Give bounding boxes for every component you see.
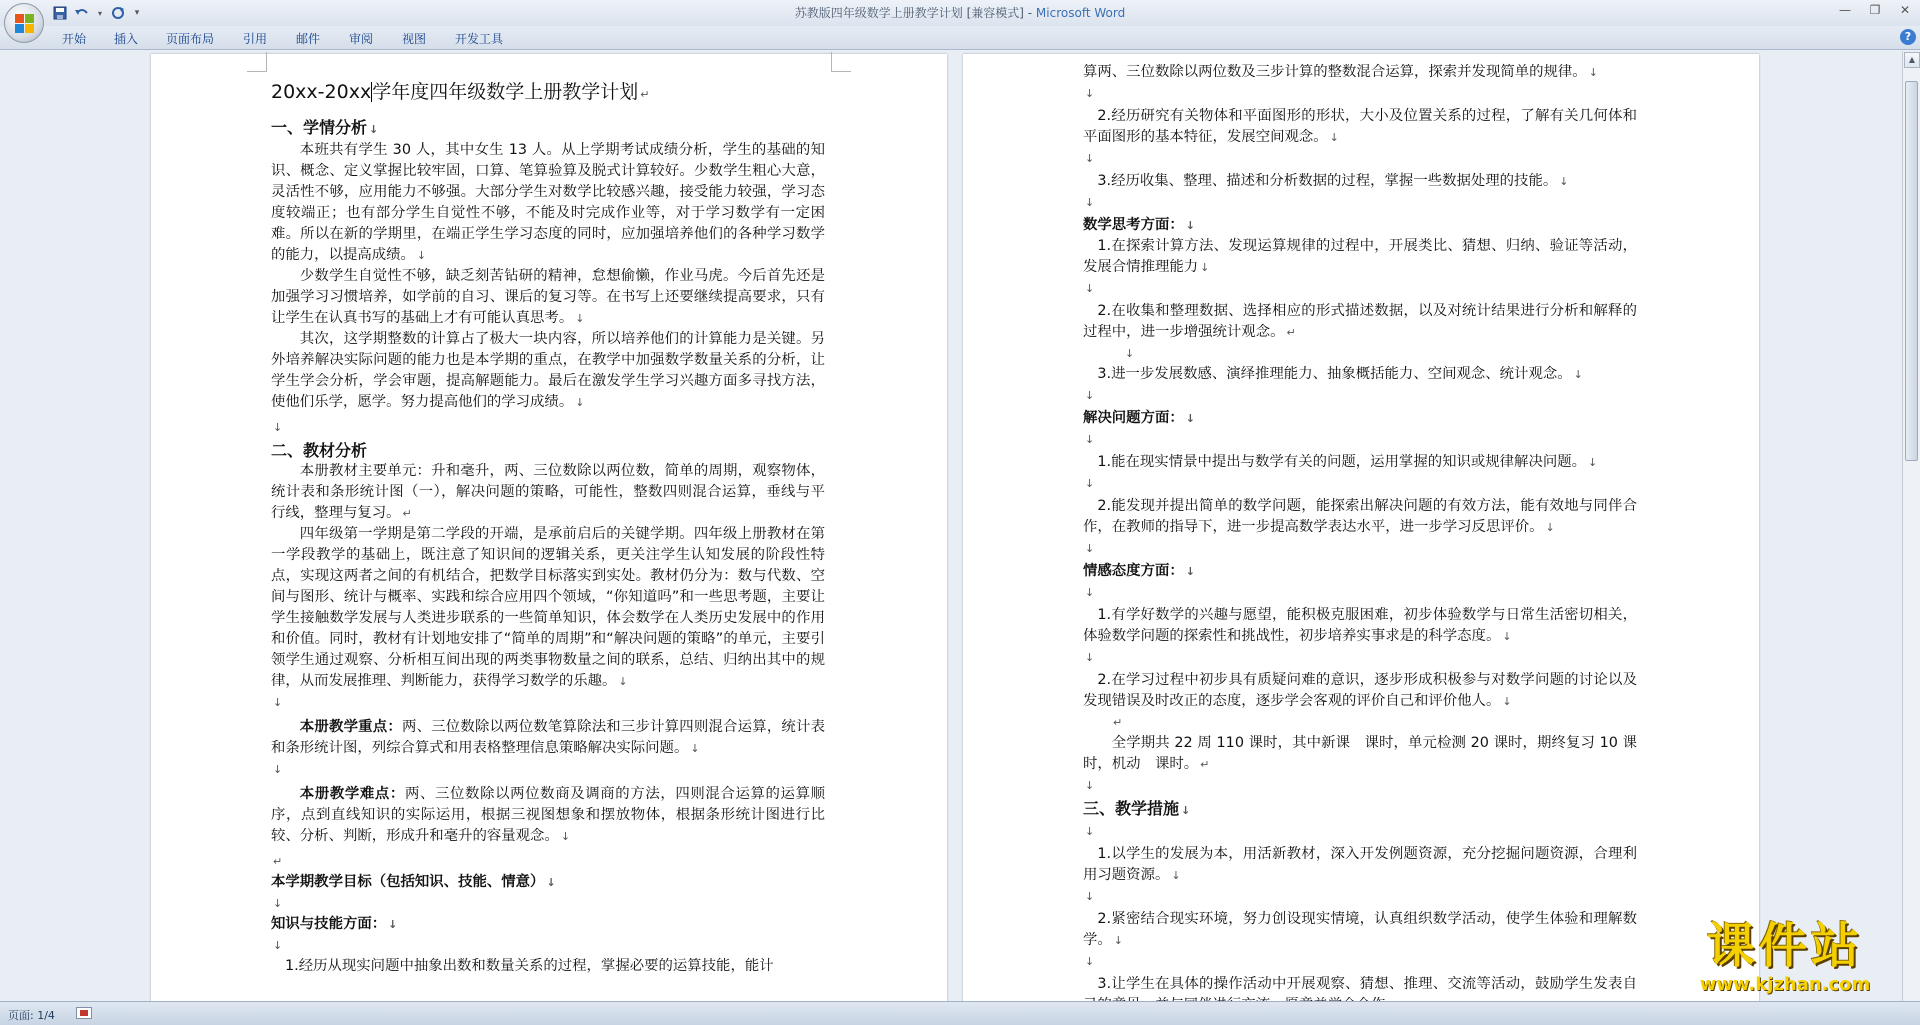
heading-teaching-measures [1083, 798, 1637, 821]
watermark [1650, 918, 1920, 1002]
paragraph [1083, 364, 1637, 385]
text-run: 其次，这学期整数的计算占了极大一块内容，所以培养他们的计算能力是关键。另外培养解决实际问题的能力也是本学期的重点，在教学中加强数学数量关系的分析，让学生学会分析，学会审题，提高解题能力。最后在激发学生学习兴趣方面多寻找方法，使他们乐学，愿学。努力提高他们的学习成绩。 [271, 331, 825, 410]
paragraph-mark: ↓ [1085, 389, 1095, 402]
empty-paragraph [271, 893, 825, 914]
empty-paragraph [1083, 343, 1637, 364]
paragraph [1083, 106, 1637, 148]
tab-mailings[interactable]: 邮件 [296, 32, 321, 46]
page-2[interactable] [963, 54, 1759, 1014]
office-button[interactable] [4, 3, 44, 43]
paragraph [271, 524, 825, 692]
text-run: 本册教学难点： [299, 786, 405, 802]
empty-paragraph [271, 759, 825, 780]
paragraph-mark: ↓ [1185, 412, 1195, 425]
tab-review[interactable]: 审阅 [349, 32, 374, 46]
text-run: 二、教材分析 [271, 441, 368, 460]
paragraph-mark: ↓ [1185, 219, 1195, 232]
scroll-up-icon[interactable]: ▲ [1904, 52, 1920, 68]
heading-textbook-analysis [271, 440, 825, 461]
office-logo-icon [15, 14, 35, 34]
text-run: 四年级第一学期是第二学段的开端，是承前启后的关键学期。四年级上册教材在第一学段教学的基础上，既注意了知识间的逻辑关系，更关注学生认知发展的阶段性特点，实现这两者之间的有机结合，把数学目标落实到实处。教材仍分为：数与代数、空间与图形、统计与概率、实践和综合应用四个领域，“你知道吗”和一些思考题，主要让学生接触数学发展与人类进步联系的一些简单知识，体会数学在人类历史发展中的作用和价值。同时，教材有计划地安排了“简单的周期”和“解决问题的策略”的单元，主要引领学生通过观察、分析相互间出现的两类事物数量之间的联系，总结、归纳出其中的规律，从而发展推理、判断能力，获得学习数学的乐趣。 [271, 526, 825, 689]
empty-paragraph [1083, 647, 1637, 668]
paragraph-mark: ↓ [1588, 456, 1598, 469]
paragraph-mark: ↓ [273, 939, 283, 952]
text-run: 本学期教学目标（包括知识、技能、情意） [271, 874, 545, 890]
minimize-icon[interactable]: — [1839, 3, 1851, 17]
crop-mark [247, 52, 267, 72]
paragraph [1083, 844, 1637, 886]
help-icon[interactable]: ? [1900, 29, 1916, 45]
paragraph-mark: ↓ [1085, 433, 1095, 446]
text-run: 本册教学重点： [299, 719, 402, 735]
heading-knowledge-skills [271, 914, 825, 935]
paragraph [1083, 236, 1637, 278]
paragraph-mark: ↓ [1085, 477, 1095, 490]
empty-paragraph [1083, 148, 1637, 169]
text-run: 本册教材主要单元：升和毫升，两、三位数除以两位数，简单的周期，观察物体，统计表和条形统计图（一），解决问题的策略，可能性，整数四则混合运算，垂线与平行线，整理与复习。 [271, 463, 825, 521]
watermark-url: www.kjzhan.com [1699, 974, 1871, 995]
empty-paragraph [1083, 886, 1637, 907]
text-run: 知识与技能方面： [271, 916, 387, 932]
paragraph-mark: ↵ [273, 855, 283, 868]
tab-insert[interactable]: 插入 [114, 32, 139, 46]
empty-paragraph [271, 692, 825, 713]
heading-learning-analysis [271, 117, 825, 140]
window-controls [1830, 0, 1920, 20]
paragraph [271, 329, 825, 413]
tab-home[interactable]: 开始 [62, 32, 87, 46]
language-icon[interactable] [76, 1007, 92, 1019]
title-year: 20xx-20xx [271, 81, 372, 103]
paragraph-mark: ↓ [560, 830, 571, 843]
paragraph-mark: ↓ [1085, 152, 1095, 165]
text-run: 两、三位数除以两位数商及调商的方法，四则混合运算的运算顺序，点到直线知识的实际运用，根据三视图想象和摆放物体，根据条形统计图进行比较、分析、判断，形成升和毫升的容量观念。 [271, 786, 825, 844]
vertical-scrollbar[interactable] [1902, 51, 1920, 1001]
text-run: 2.在收集和整理数据、选择相应的形式描述数据，以及对统计结果进行分析和解释的过程中，进一步增强统计观念。 [1083, 303, 1637, 340]
paragraph-mark: ↓ [273, 421, 283, 434]
crop-mark [831, 52, 851, 72]
paragraph-mark: ↓ [575, 312, 585, 325]
text-run: 三、教学措施 [1083, 799, 1180, 818]
paragraph-mark: ↓ [1113, 934, 1124, 947]
paragraph [1083, 301, 1637, 343]
paragraph-mark: ↓ [273, 763, 283, 776]
paragraph-mark: ↓ [1588, 66, 1598, 79]
page2-body [1083, 62, 1637, 1016]
text-run: 3.进一步发展数感、演绎推理能力、抽象概括能力、空间观念、统计观念。 [1097, 366, 1572, 382]
paragraph-mark: ↓ [388, 918, 398, 931]
paragraph-mark: ↓ [1085, 586, 1095, 599]
text-run: 本班共有学生 30 人，其中女生 13 人。从上学期考试成绩分析，学生的基础的知识、概念、定义掌握比较牢固，口算、笔算验算及脱式计算较好。少数学生粗心大意，灵活性不够，应用能力不够强。大部分学生对数学比较感兴趣，接受能力较强，学习态度较端正；也有部分学生自觉性不够，不能及时完成作业等，对于学习数学有一定困难。所以在新的学期里，在端正学生学习态度的同时，应加强培养他们的各种学习数学的能力，以提高成绩。 [271, 142, 825, 263]
paragraph-mark: ↓ [1085, 651, 1095, 664]
paragraph-mark: ↓ [1185, 565, 1195, 578]
text-run: 情感态度方面： [1083, 563, 1184, 579]
undo-dropdown-icon[interactable]: ▾ [97, 8, 102, 18]
paragraph-mark: ↓ [1181, 804, 1191, 817]
watermark-name: 课件站 [1706, 918, 1863, 974]
paragraph-mark: ↵ [1113, 716, 1123, 729]
paragraph [1083, 496, 1637, 538]
paragraph-mark: ↓ [273, 897, 283, 910]
empty-paragraph [1083, 582, 1637, 603]
paragraph-mark: ↓ [1085, 196, 1095, 209]
document-area[interactable] [0, 51, 1902, 1001]
text-run: 3.让学生在具体的操作活动中开展观察、猜想、推理、交流等活动，鼓励学生发表自 [1097, 976, 1637, 992]
heading-problem-solving [1083, 408, 1637, 429]
empty-paragraph [1083, 473, 1637, 494]
paragraph [1083, 670, 1637, 712]
empty-paragraph [1083, 385, 1637, 406]
paragraph-mark: ↓ [1329, 131, 1339, 144]
paragraph-mark: ↓ [1502, 630, 1512, 643]
paragraph [271, 784, 825, 847]
page-count[interactable]: 页面: 1/4 [8, 1009, 55, 1022]
ribbon-tabs [0, 26, 1920, 50]
empty-paragraph [1083, 192, 1637, 213]
paragraph-mark: ↓ [1200, 261, 1210, 274]
heading-emotion-attitude [1083, 561, 1637, 582]
text-run: 数学思考方面： [1083, 217, 1184, 233]
empty-paragraph [271, 417, 825, 438]
page-1[interactable] [151, 54, 947, 1014]
text-run: 1.能在现实情景中提出与数学有关的问题，运用掌握的知识或规律解决问题。 [1097, 454, 1587, 470]
scroll-thumb[interactable] [1905, 81, 1918, 461]
tab-view[interactable]: 视图 [402, 32, 427, 46]
paragraph-mark: ↓ [1085, 87, 1095, 100]
paragraph-mark: ↵ [402, 507, 412, 520]
text-run: 少数学生自觉性不够，缺乏刻苦钻研的精神，怠想偷懒，作业马虎。今后首先还是加强学习习惯培养，如学前的自习、课后的复习等。在书写上还要继续提高要求，只有让学生在认真书写的基础上才有可能认真思考。 [271, 268, 825, 326]
empty-paragraph [1083, 951, 1637, 972]
paragraph-mark: ↓ [1085, 890, 1095, 903]
paragraph-mark: ↓ [1085, 825, 1095, 838]
page1-body [271, 117, 825, 977]
paragraph [1083, 62, 1637, 83]
heading-semester-goals [271, 872, 825, 893]
text-run: 2.在学习过程中初步具有质疑问难的意识，逐步形成积极参与对数学问题的讨论以及发现错误及时改正的态度，逐步学会客观的评价自己和评价他人。 [1083, 672, 1637, 709]
text-run: 算两、三位数除以两位数及三步计算的整数混合运算，探索并发现简单的规律。 [1083, 64, 1587, 80]
text-run: 2.经历研究有关物体和平面图形的形状，大小及位置关系的过程，了解有关几何体和平面图形的基本特征，发展空间观念。 [1083, 108, 1637, 145]
paragraph-mark: ↓ [416, 249, 427, 262]
empty-paragraph [271, 851, 825, 872]
paragraph [1083, 909, 1637, 951]
paragraph-mark: ↓ [273, 696, 283, 709]
heading-math-thinking [1083, 215, 1637, 236]
text-run: 全学期共 22 周 110 课时，其中新课 课时，单元检测 20 课时，期终复习 10 课时，机动 课时。 [1083, 735, 1637, 772]
paragraph-mark: ↓ [546, 876, 556, 889]
paragraph-mark: ↵ [1286, 326, 1296, 339]
paragraph [271, 140, 825, 266]
window-title [0, 4, 1920, 21]
paragraph-mark: ↓ [575, 396, 585, 409]
tab-references[interactable]: 引用 [243, 32, 268, 46]
paragraph-mark: ↓ [1085, 282, 1095, 295]
title-bar [0, 0, 1920, 26]
text-run: 2.能发现并提出简单的数学问题，能探索出解决问题的有效方法，能有效地与同伴合作，在教师的指导下，进一步提高数学表达水平，进一步学习反思评价。 [1083, 498, 1637, 535]
text-run: 1.以学生的发展为本，用活新教材，深入开发例题资源，充分挖掘问题资源，合理利用习题资源。 [1083, 846, 1637, 883]
title-text: 学年度四年级数学上册教学计划 [372, 81, 639, 103]
empty-paragraph [1083, 712, 1637, 733]
document-name: 苏教版四年级数学上册教学计划 [兼容模式] - [794, 6, 1036, 20]
customize-toolbar-icon[interactable]: ▾ [134, 8, 140, 18]
empty-paragraph [1083, 83, 1637, 104]
paragraph-mark: ↓ [1171, 869, 1181, 882]
tab-page-layout[interactable]: 页面布局 [166, 32, 215, 46]
text-run: 解决问题方面： [1083, 410, 1184, 426]
app-name: Microsoft Word [1035, 6, 1126, 20]
paragraph-mark: ↓ [1125, 347, 1135, 360]
paragraph [1083, 452, 1637, 473]
empty-paragraph [271, 935, 825, 956]
paragraph-mark: ↓ [1085, 542, 1095, 555]
text-run: 3.经历收集、整理、描述和分析数据的过程，掌握一些数据处理的技能。 [1097, 173, 1558, 189]
text-run: 1.有学好数学的兴趣与愿望，能积极克服困难，初步体验数学与日常生活密切相关，体验数学问题的探索性和挑战性，初步培养实事求是的科学态度。 [1083, 607, 1637, 644]
text-run: 一、学情分析 [271, 118, 368, 137]
paragraph-mark: ↓ [1545, 521, 1555, 534]
text-run: 两、三位数除以两位数笔算除法和三步计算四则混合运算，统计表和条形统计图，列综合算式和用表格整理信息策略解决实际问题。 [271, 719, 825, 756]
paragraph-mark: ↓ [1559, 175, 1569, 188]
text-run: 2.紧密结合现实环境，努力创设现实情境，认真组织数学活动，使学生体验和理解数学。 [1083, 911, 1637, 948]
tab-developer[interactable]: 开发工具 [455, 32, 504, 46]
close-icon[interactable]: ✕ [1899, 3, 1911, 17]
empty-paragraph [1083, 775, 1637, 796]
empty-paragraph [1083, 278, 1637, 299]
maximize-icon[interactable]: ❐ [1869, 3, 1881, 17]
status-bar [0, 1001, 1920, 1025]
paragraph-mark: ↓ [690, 742, 700, 755]
text-run: 1.经历从现实问题中抽象出数和数量关系的过程，掌握必要的运算技能，能计 [285, 958, 774, 974]
paragraph-mark: ↵ [640, 88, 650, 101]
document-title [271, 82, 825, 105]
empty-paragraph [1083, 538, 1637, 559]
paragraph-mark: ↓ [1085, 779, 1095, 792]
paragraph [1083, 733, 1637, 775]
paragraph [271, 266, 825, 329]
text-run: 1.在探索计算方法、发现运算规律的过程中，开展类比、猜想、归纳、验证等活动，发展合情推理能力 [1083, 238, 1637, 275]
paragraph-mark: ↓ [1085, 955, 1095, 968]
paragraph [1083, 605, 1637, 647]
paragraph [1083, 171, 1637, 192]
paragraph-mark: ↵ [1200, 758, 1210, 771]
empty-paragraph [1083, 429, 1637, 450]
paragraph-mark: ↓ [1573, 368, 1583, 381]
paragraph-mark: ↓ [618, 675, 628, 688]
paragraph-mark: ↓ [1502, 695, 1512, 708]
paragraph [271, 956, 825, 977]
empty-paragraph [1083, 821, 1637, 842]
paragraph [271, 461, 825, 524]
paragraph-mark: ↓ [369, 123, 379, 136]
paragraph [271, 717, 825, 759]
